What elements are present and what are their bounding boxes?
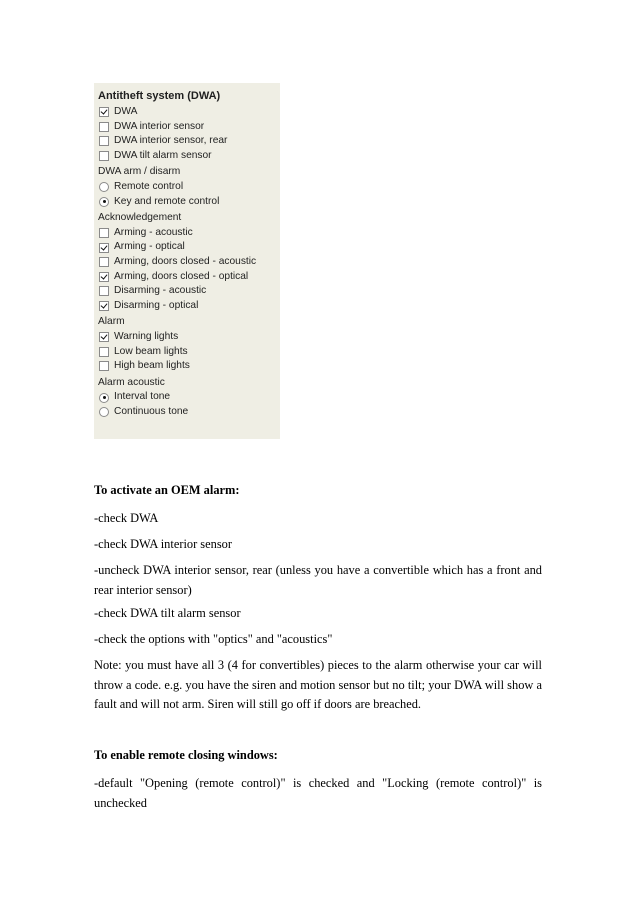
option-label: DWA tilt alarm sensor xyxy=(114,149,212,161)
checkbox-option[interactable] xyxy=(98,240,280,255)
option-label: Arming, doors closed - optical xyxy=(114,270,249,282)
radio-option[interactable] xyxy=(98,180,280,195)
instruction-check-dwa: -check DWA xyxy=(94,511,159,525)
checkbox-option[interactable] xyxy=(98,255,280,270)
checkbox[interactable] xyxy=(99,332,109,342)
doc-line xyxy=(94,561,542,600)
heading-remote-windows: To enable remote closing windows: xyxy=(94,748,278,762)
group-heading: DWA arm / disarm xyxy=(98,166,181,178)
checkbox-option[interactable] xyxy=(98,284,280,299)
option-label: Arming - optical xyxy=(114,241,185,253)
checkbox[interactable] xyxy=(99,122,109,132)
checkbox[interactable] xyxy=(99,107,109,117)
option-label: Disarming - optical xyxy=(114,299,199,311)
checkbox-option[interactable] xyxy=(98,359,280,374)
doc-heading-oem-alarm xyxy=(94,481,542,501)
radio-option[interactable] xyxy=(98,195,280,210)
radio-option[interactable] xyxy=(98,390,280,405)
checkbox-option[interactable] xyxy=(98,299,280,314)
doc-heading-windows xyxy=(94,746,542,766)
checkbox-option[interactable] xyxy=(98,105,280,120)
checkbox-option[interactable] xyxy=(98,149,280,164)
option-label: Disarming - acoustic xyxy=(114,285,207,297)
doc-line xyxy=(94,604,542,624)
checkbox-option[interactable] xyxy=(98,345,280,360)
group-heading: Alarm acoustic xyxy=(98,376,165,388)
checkbox[interactable] xyxy=(99,151,109,161)
radio-option[interactable] xyxy=(98,405,280,420)
checkbox-option[interactable] xyxy=(98,134,280,149)
radio-button[interactable] xyxy=(99,182,109,192)
checkbox[interactable] xyxy=(99,272,109,282)
checkbox-option[interactable] xyxy=(98,226,280,241)
radio-button[interactable] xyxy=(99,393,109,403)
doc-note xyxy=(94,656,542,715)
radio-button[interactable] xyxy=(99,197,109,207)
doc-line xyxy=(94,509,542,529)
instruction-check-options: -check the options with "optics" and "acoustics" xyxy=(94,632,333,646)
checkbox[interactable] xyxy=(99,136,109,146)
checkbox[interactable] xyxy=(99,243,109,253)
option-label: DWA interior sensor, rear xyxy=(114,135,228,147)
checkbox[interactable] xyxy=(99,361,109,371)
note-paragraph: Note: you must have all 3 (4 for convertibles) pieces to the alarm otherwise your car will throw a code. e.g. you have the siren and motion sensor but no tilt; your DWA will show a fault and will not arm. Siren will still go off if doors are breached. xyxy=(94,658,542,711)
checkbox[interactable] xyxy=(99,257,109,267)
instruction-check-tilt: -check DWA tilt alarm sensor xyxy=(94,606,241,620)
option-label: Low beam lights xyxy=(114,345,188,357)
doc-line xyxy=(94,630,542,650)
option-label: Continuous tone xyxy=(114,405,189,417)
option-label: Key and remote control xyxy=(114,195,220,207)
heading-activate-alarm: To activate an OEM alarm: xyxy=(94,483,240,497)
option-label: Arming, doors closed - acoustic xyxy=(114,255,257,267)
checkbox-option[interactable] xyxy=(98,270,280,285)
checkbox-option[interactable] xyxy=(98,120,280,135)
option-label: Interval tone xyxy=(114,391,171,403)
instruction-check-interior: -check DWA interior sensor xyxy=(94,537,232,551)
option-label: DWA xyxy=(114,106,138,117)
checkbox[interactable] xyxy=(99,347,109,357)
option-label: High beam lights xyxy=(114,360,190,372)
doc-line xyxy=(94,535,542,555)
checkbox[interactable] xyxy=(99,286,109,296)
checkbox[interactable] xyxy=(99,228,109,238)
group-heading: Alarm xyxy=(98,316,125,328)
checkbox[interactable] xyxy=(99,301,109,311)
doc-line xyxy=(94,774,542,813)
option-label: DWA interior sensor xyxy=(114,120,205,132)
checkbox-option[interactable] xyxy=(98,330,280,345)
radio-button[interactable] xyxy=(99,407,109,417)
option-label: Warning lights xyxy=(114,330,179,342)
group-heading: Acknowledgement xyxy=(98,212,182,224)
instruction-default-opening: -default "Opening (remote control)" is checked and "Locking (remote control)" is unchecked xyxy=(94,776,542,810)
option-label: Arming - acoustic xyxy=(114,226,193,238)
panel-title: Antitheft system (DWA) xyxy=(98,90,221,102)
dwa-settings-panel xyxy=(94,83,280,439)
instruction-uncheck-rear: -uncheck DWA interior sensor, rear (unless you have a convertible which has a front and rear interior sensor) xyxy=(94,563,542,597)
option-label: Remote control xyxy=(114,180,184,192)
